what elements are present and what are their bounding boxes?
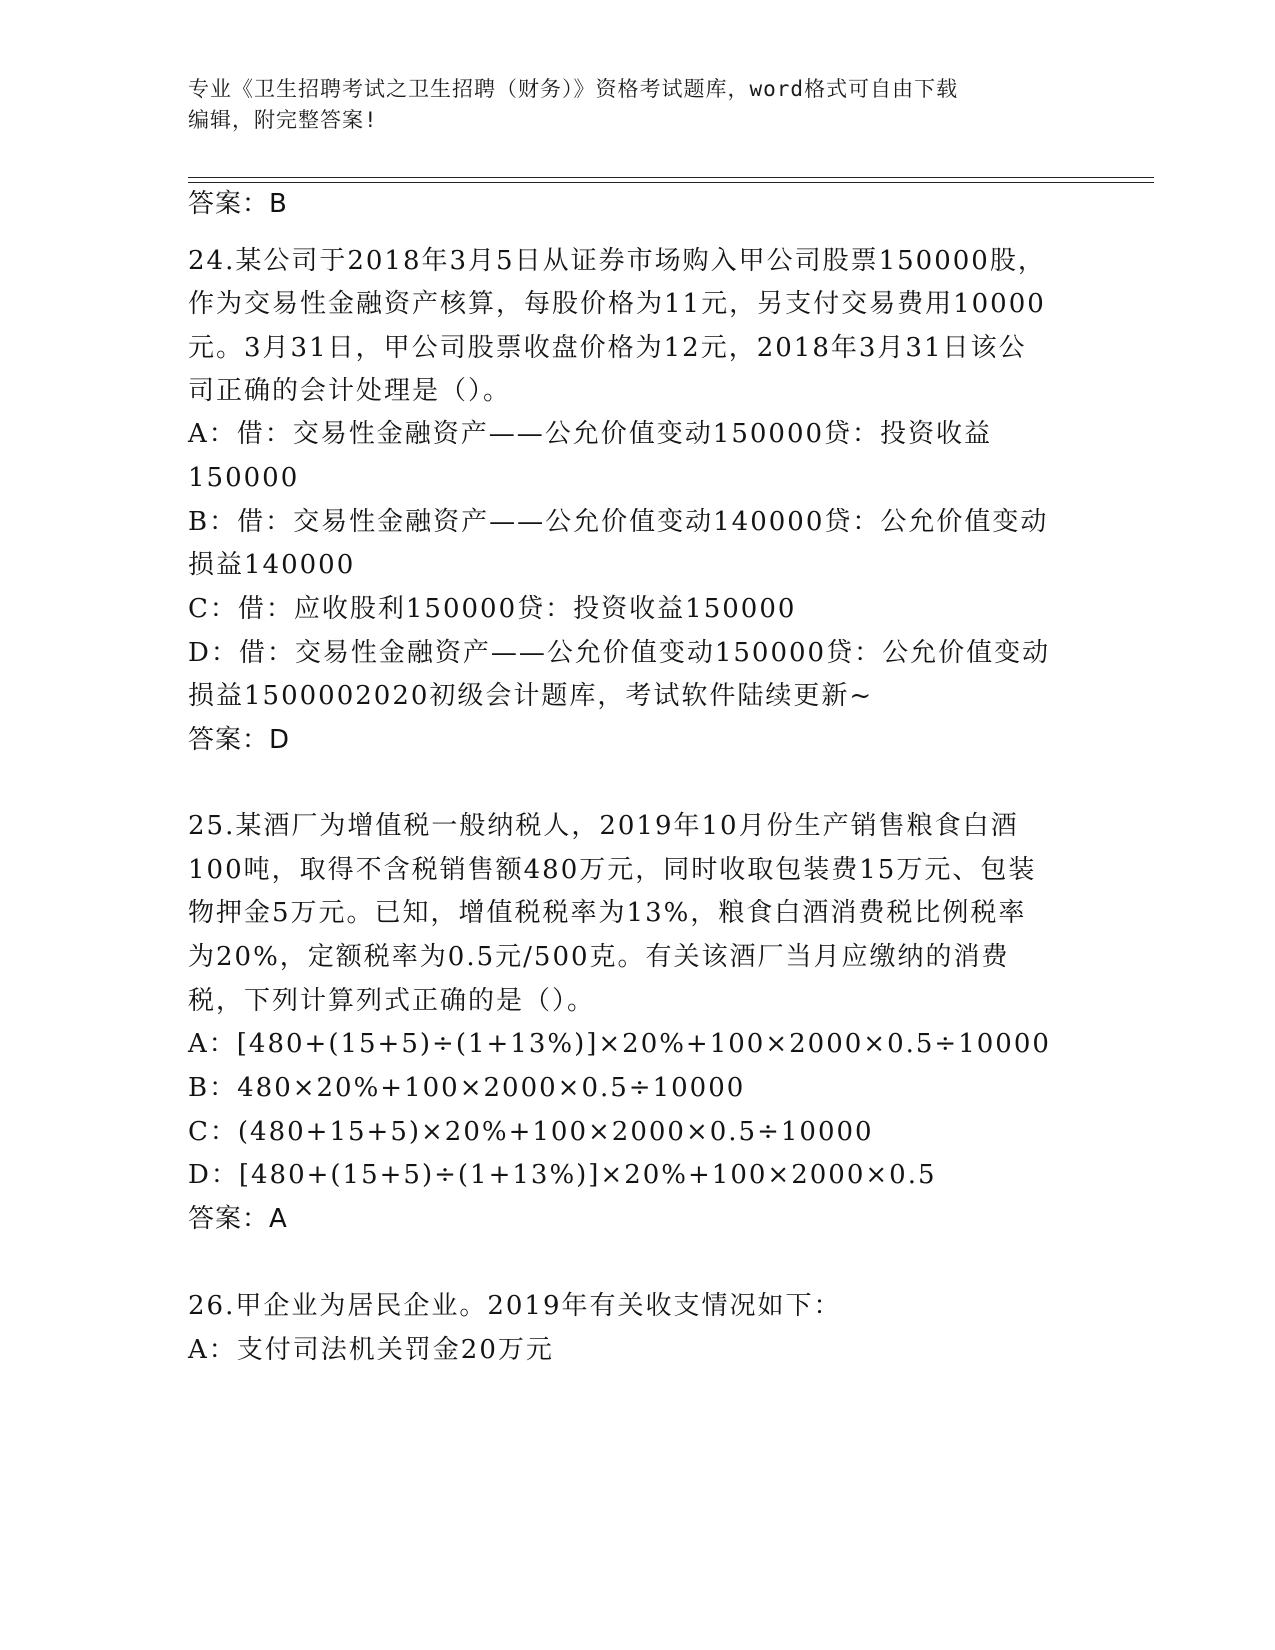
answer-q25: 答案：A — [188, 1204, 288, 1234]
q24-stem-line-4: 司正确的会计处理是（）。 — [188, 376, 512, 406]
q24-option-a: A：借：交易性金融资产——公允价值变动150000贷：投资收益 — [188, 419, 993, 449]
answer-q23: 答案：B — [188, 189, 288, 219]
q24-option-d: D：借：交易性金融资产——公允价值变动150000贷：公允价值变动 — [188, 638, 1051, 668]
document-header — [188, 74, 1088, 136]
q25-stem-line-3: 物押金5万元。已知，增值税税率为13%，粮食白酒消费税比例税率 — [188, 898, 1027, 928]
q25-stem-line-4: 为20%，定额税率为0.5元/500克。有关该酒厂当月应缴纳的消费 — [188, 942, 1010, 972]
answer-q24: 答案：D — [188, 725, 291, 755]
q24-option-c: C：借：应收股利150000贷：投资收益150000 — [188, 594, 797, 624]
header-line-2: 编辑，附完整答案! — [188, 108, 378, 132]
q26-option-a: A：支付司法机关罚金20万元 — [188, 1335, 554, 1365]
q26-stem-line-1: 26.甲企业为居民企业。2019年有关收支情况如下： — [188, 1291, 842, 1321]
q24-stem-line-2: 作为交易性金融资产核算，每股价格为11元，另支付交易费用10000 — [188, 289, 1046, 319]
q24-option-d-cont: 损益1500002020初级会计题库，考试软件陆续更新~ — [188, 681, 874, 711]
q24-stem-line-1: 24.某公司于2018年3月5日从证券市场购入甲公司股票150000股， — [188, 246, 1046, 276]
header-divider-top — [188, 177, 1154, 178]
header-line-1: 专业《卫生招聘考试之卫生招聘（财务）》资格考试题库，word格式可自由下载 — [188, 77, 959, 101]
q25-stem-line-2: 100吨，取得不含税销售额480万元，同时收取包装费15万元、包装 — [188, 855, 1037, 885]
q25-option-d: D：[480+(15+5)÷(1+13%)]×20%+100×2000×0.5 — [188, 1160, 937, 1190]
q24-option-a-cont: 150000 — [188, 463, 300, 493]
q25-stem-line-5: 税，下列计算列式正确的是（）。 — [188, 986, 596, 1016]
q24-stem-line-3: 元。3月31日，甲公司股票收盘价格为12元，2018年3月31日该公 — [188, 333, 1027, 363]
q25-option-b: B：480×20%+100×2000×0.5÷10000 — [188, 1073, 746, 1103]
header-divider-bottom — [188, 182, 1154, 183]
q24-option-b-cont: 损益140000 — [188, 550, 356, 580]
q24-option-b: B：借：交易性金融资产——公允价值变动140000贷：公允价值变动 — [188, 507, 1049, 537]
q25-option-a: A：[480+(15+5)÷(1+13%)]×20%+100×2000×0.5÷10000 — [188, 1029, 1051, 1059]
q25-option-c: C：(480+15+5)×20%+100×2000×0.5÷10000 — [188, 1117, 874, 1147]
q25-stem-line-1: 25.某酒厂为增值税一般纳税人，2019年10月份生产销售粮食白酒 — [188, 811, 1019, 841]
